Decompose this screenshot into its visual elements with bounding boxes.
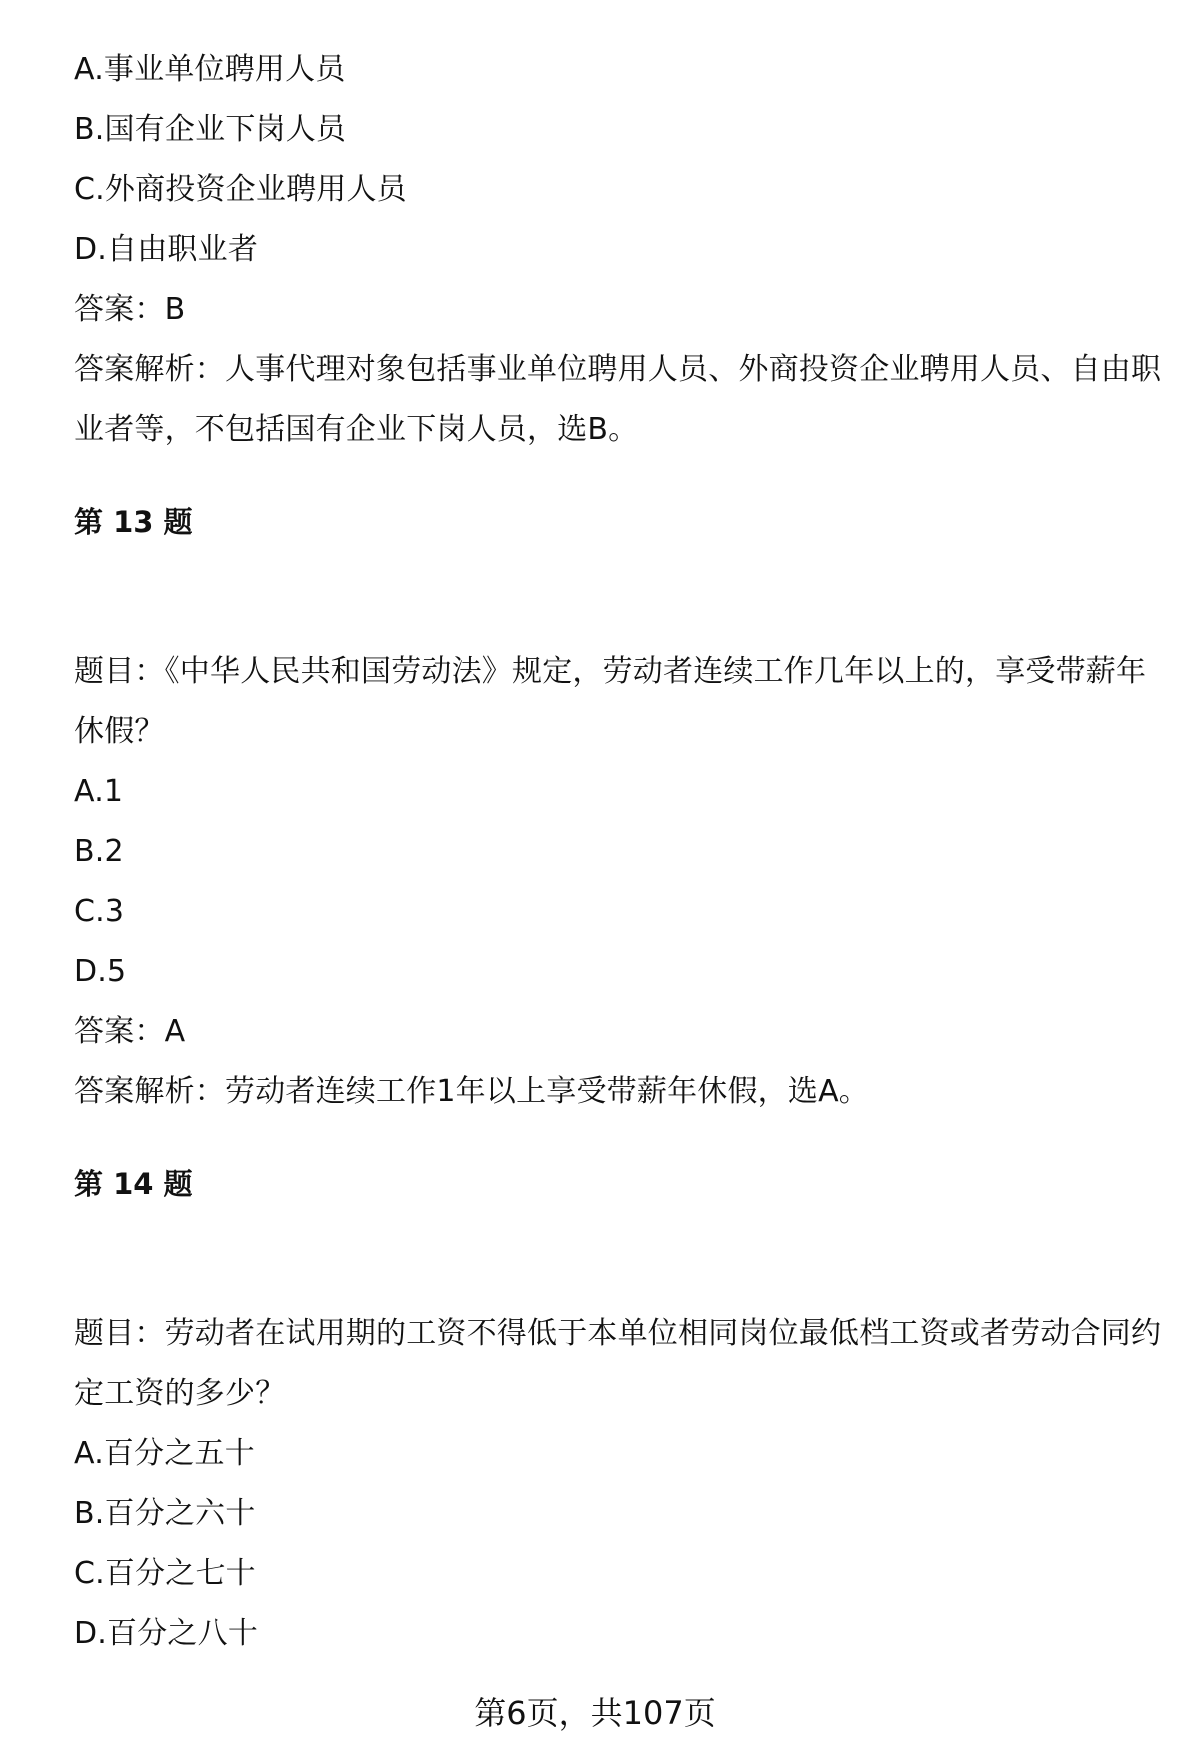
answer: 答案：B [74, 292, 186, 327]
question-text-line-2: 定工资的多少？ [74, 1376, 286, 1411]
question-heading: 第 14 题 [74, 1167, 193, 1201]
explanation-line-1: 答案解析：人事代理对象包括事业单位聘用人员、外商投资企业聘用人员、自由职 [74, 352, 1162, 387]
option-b: B.国有企业下岗人员 [74, 112, 347, 147]
option-b: B.百分之六十 [74, 1496, 256, 1531]
option-a: A.事业单位聘用人员 [74, 52, 346, 87]
question-text-line-1: 题目：《中华人民共和国劳动法》规定，劳动者连续工作几年以上的，享受带薪年 [74, 654, 1147, 689]
question-heading: 第 13 题 [74, 505, 193, 539]
option-a: A.百分之五十 [74, 1436, 255, 1471]
option-c: C.百分之七十 [74, 1556, 256, 1591]
option-a: A.1 [74, 774, 124, 809]
question-text-line-2: 休假？ [74, 714, 165, 749]
option-b: B.2 [74, 834, 124, 869]
option-d: D.百分之八十 [74, 1616, 259, 1651]
page-footer-indicator: 第6页，共107页 [474, 1694, 716, 1732]
option-c: C.3 [74, 894, 125, 929]
option-d: D.5 [74, 954, 127, 989]
option-c: C.外商投资企业聘用人员 [74, 172, 407, 207]
option-d: D.自由职业者 [74, 232, 259, 267]
question-text-line-1: 题目：劳动者在试用期的工资不得低于本单位相同岗位最低档工资或者劳动合同约 [74, 1316, 1162, 1351]
explanation: 答案解析：劳动者连续工作1年以上享受带薪年休假，选A。 [74, 1074, 870, 1109]
answer: 答案：A [74, 1014, 186, 1049]
explanation-line-2: 业者等，不包括国有企业下岗人员，选B。 [74, 412, 639, 447]
